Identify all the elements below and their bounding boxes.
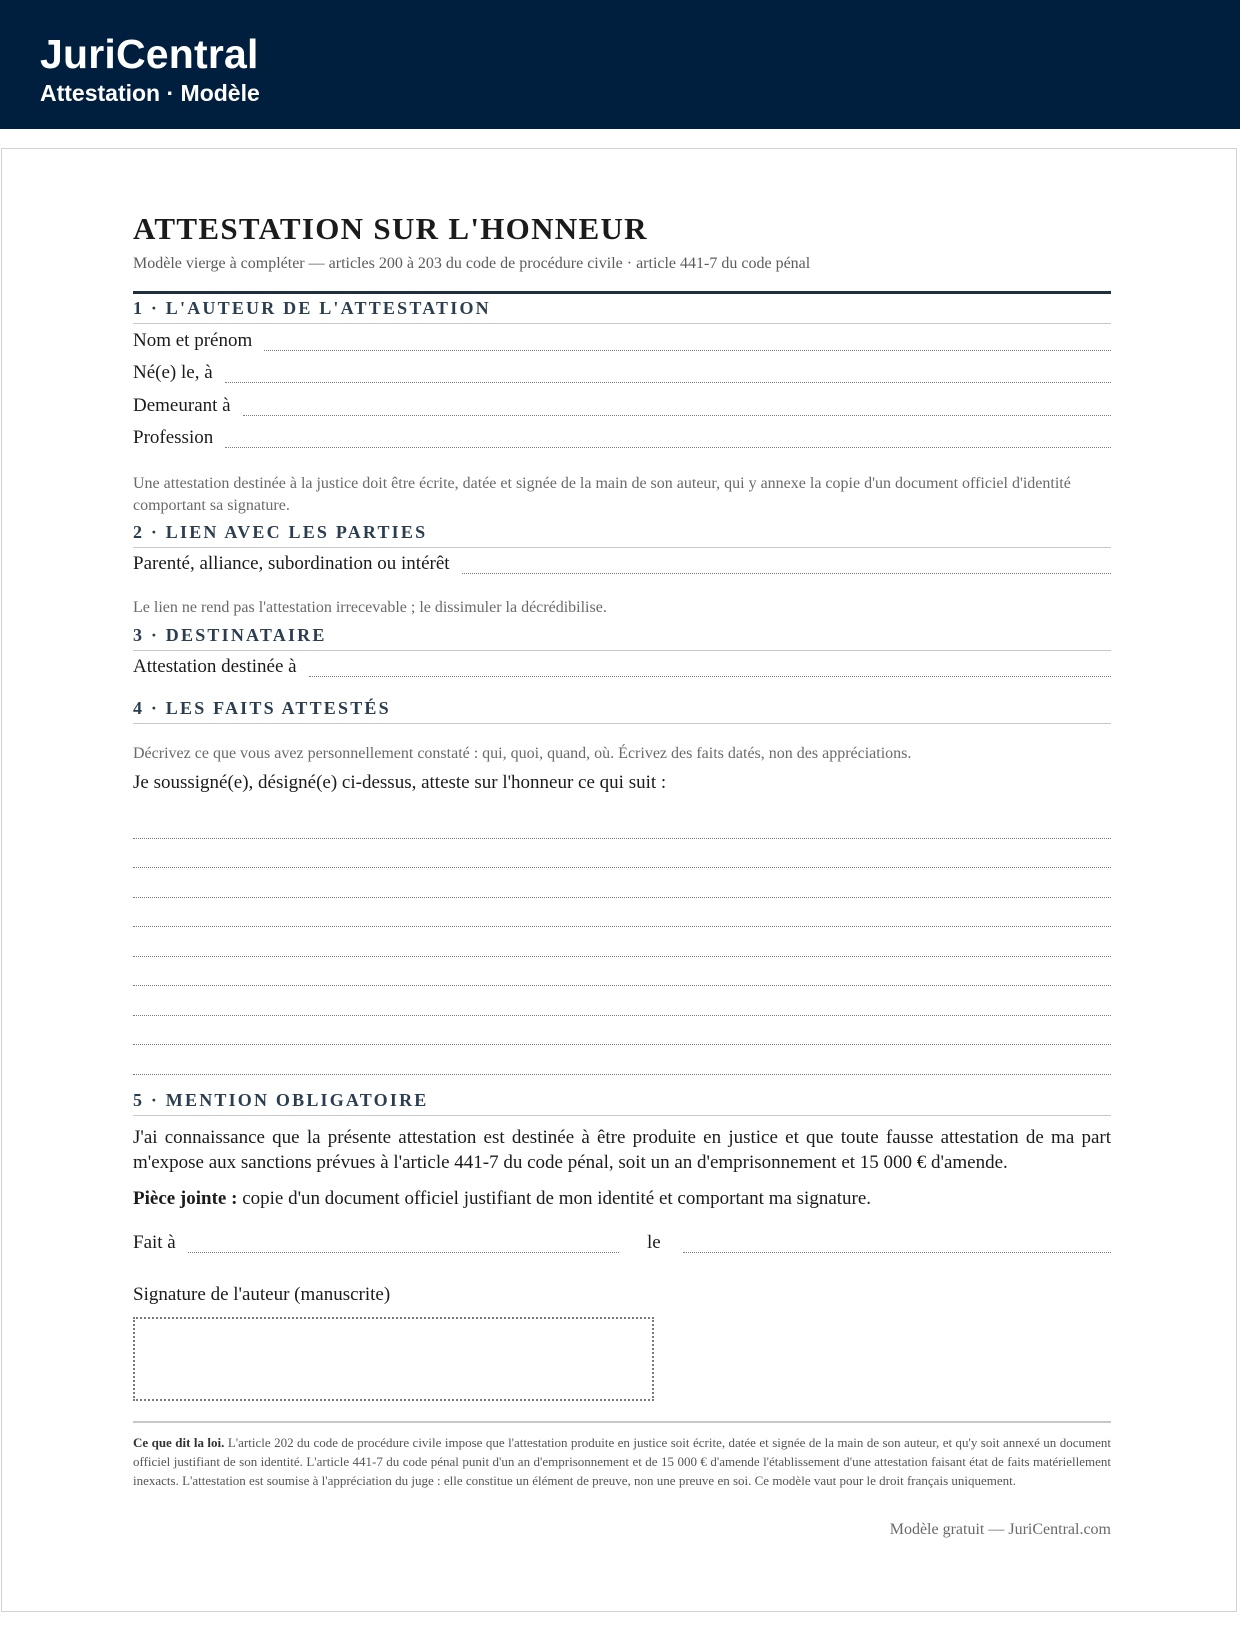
legal-text: L'article 202 du code de procédure civile impose que l'attestation produite en justice soit écrite, datée et signée de la main de son auteur, et qu'y soit annexé un document officiel justifiant de son identité. L'article 441-7 du code pénal punit d'un an d'emprisonnement et de 15 000 € d'amende l'établissement d'une attestation faisant état de faits matériellement inexacts. L'attestation est soumise à l'appréciation du juge : elle constitue un élément de preuve, non une preuve en soi. Ce modèle vaut pour le droit français uniquement. xyxy=(133,1435,1111,1488)
footer-divider xyxy=(133,1421,1111,1423)
field-label: Fait à xyxy=(133,1232,176,1253)
attachment-label: Pièce jointe : xyxy=(133,1188,238,1209)
section-heading-recipient: 3 · DESTINATAIRE xyxy=(133,624,1111,651)
legal-notice xyxy=(133,1433,1111,1490)
field-date[interactable] xyxy=(647,1231,1111,1255)
facts-writing-line[interactable] xyxy=(133,897,1111,898)
field-label: Né(e) le, à xyxy=(133,362,213,383)
signature-box[interactable] xyxy=(133,1317,654,1401)
fill-line[interactable] xyxy=(264,349,1111,351)
fill-line[interactable] xyxy=(188,1251,619,1253)
header-subtitle: Attestation · Modèle xyxy=(40,80,260,106)
facts-writing-line[interactable] xyxy=(133,1015,1111,1016)
field-recipient[interactable] xyxy=(133,655,1111,679)
section-note-author: Une attestation destinée à la justice doit être écrite, datée et signée de la main de son auteur, qui y annexe la copie d'un document officiel d'identité comportant sa signature. xyxy=(133,475,1071,514)
field-label: Nom et prénom xyxy=(133,330,253,351)
section-heading-mention: 5 · MENTION OBLIGATOIRE xyxy=(133,1089,1111,1116)
fill-line[interactable] xyxy=(243,414,1111,416)
fill-line[interactable] xyxy=(683,1251,1111,1253)
field-label: Parenté, alliance, subordination ou intérêt xyxy=(133,553,450,574)
field-birth[interactable] xyxy=(133,361,1111,385)
title-divider xyxy=(133,291,1111,294)
document-subtitle: Modèle vierge à compléter — articles 200 à 203 du code de procédure civile · article 441-7 du code pénal xyxy=(133,255,811,272)
section-note-facts: Décrivez ce que vous avez personnellement constaté : qui, quoi, quand, où. Écrivez des faits datés, non des appréciations. xyxy=(133,745,912,762)
facts-writing-line[interactable] xyxy=(133,926,1111,927)
field-label: Profession xyxy=(133,427,214,448)
section-heading-facts: 4 · LES FAITS ATTESTÉS xyxy=(133,697,1111,724)
field-label: Attestation destinée à xyxy=(133,656,297,677)
legal-label: Ce que dit la loi. xyxy=(133,1435,225,1450)
field-relationship[interactable] xyxy=(133,552,1111,576)
fill-line[interactable] xyxy=(225,381,1111,383)
footer-credit[interactable]: Modèle gratuit — JuriCentral.com xyxy=(889,1521,1111,1538)
field-label: Demeurant à xyxy=(133,395,231,416)
document-title: ATTESTATION SUR L'HONNEUR xyxy=(133,211,648,246)
field-label: le xyxy=(647,1232,661,1253)
section-heading-author: 1 · L'AUTEUR DE L'ATTESTATION xyxy=(133,297,1111,324)
field-name[interactable] xyxy=(133,329,1111,353)
signature-label: Signature de l'auteur (manuscrite) xyxy=(133,1284,391,1305)
mandatory-mention: J'ai connaissance que la présente attestation est destinée à être produite en justice et que toute fausse attestation de ma part m'expose aux sanctions prévues à l'article 441-7 du code pénal, soit un an d'emprisonnement et 15 000 € d'amende. xyxy=(133,1127,1111,1173)
facts-writing-line[interactable] xyxy=(133,838,1111,839)
brand-logo[interactable]: JuriCentral xyxy=(40,31,259,77)
field-profession[interactable] xyxy=(133,426,1111,450)
section-heading-link: 2 · LIEN AVEC LES PARTIES xyxy=(133,521,1111,548)
fill-line[interactable] xyxy=(309,675,1111,677)
field-address[interactable] xyxy=(133,394,1111,418)
field-place[interactable] xyxy=(133,1231,619,1255)
facts-writing-line[interactable] xyxy=(133,1074,1111,1075)
facts-writing-line[interactable] xyxy=(133,867,1111,868)
facts-writing-line[interactable] xyxy=(133,985,1111,986)
attachment-text: copie d'un document officiel justifiant de mon identité et comportant ma signature. xyxy=(237,1188,872,1209)
fill-line[interactable] xyxy=(225,446,1111,448)
facts-intro: Je soussigné(e), désigné(e) ci-dessus, atteste sur l'honneur ce qui suit : xyxy=(133,772,667,793)
document-sheet xyxy=(1,148,1237,1612)
attachment-line xyxy=(133,1186,1111,1211)
fill-line[interactable] xyxy=(462,572,1111,574)
facts-writing-line[interactable] xyxy=(133,1044,1111,1045)
section-note-link: Le lien ne rend pas l'attestation irrecevable ; le dissimuler la décrédibilise. xyxy=(133,599,607,616)
facts-writing-line[interactable] xyxy=(133,956,1111,957)
site-header xyxy=(0,0,1240,129)
